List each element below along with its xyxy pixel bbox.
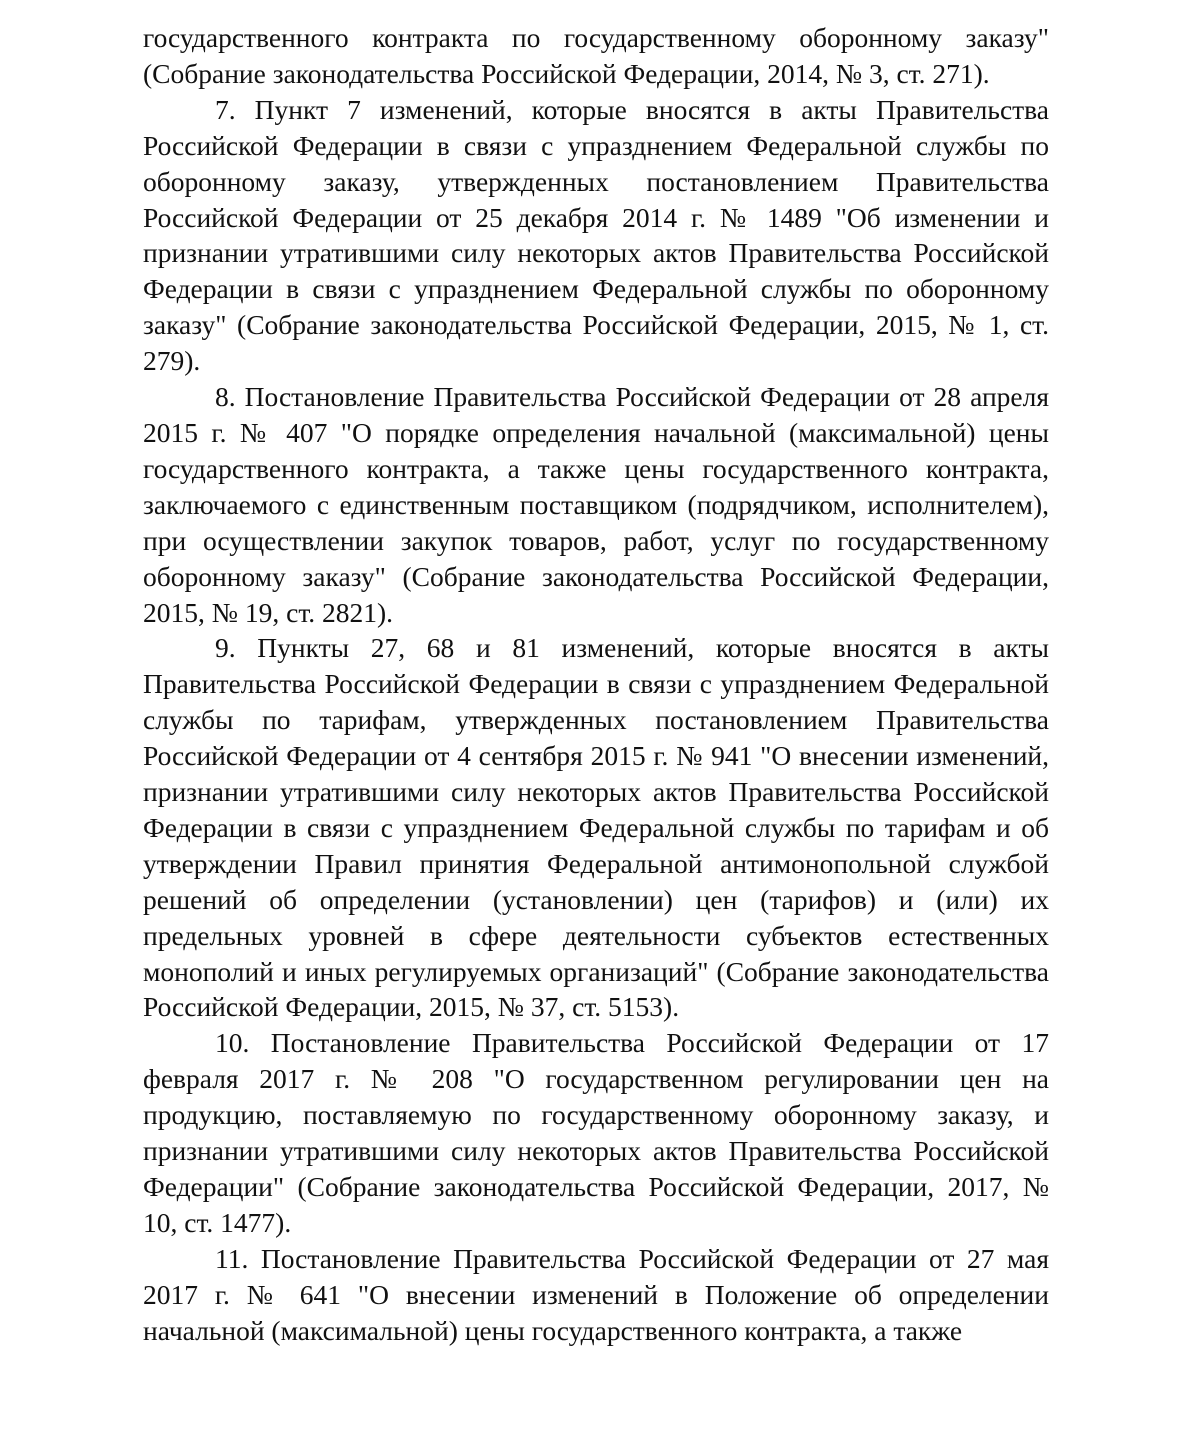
document-page [143,20,1049,1349]
paragraph-item-7: 7. Пункт 7 изменений, которые вносятся в акты Правительства Российской Федерации в связи с упразднением Федеральной службы по оборонному заказу, утвержденных постановлением Правительства Российской Федерации от 25 декабря 2014 г. № 1489 "Об изменении и признании утратившими силу некоторых актов Правительства Российской Федерации в связи с упразднением Федеральной службы по оборонному заказу" (Собрание законодательства Российской Федерации, 2015, № 1, ст. 279). [143,93,1049,377]
paragraph-item-8: 8. Постановление Правительства Российской Федерации от 28 апреля 2015 г. № 407 "О порядке определения начальной (максимальной) цены государственного контракта, а также цены государственного контракта, заключаемого с единственным поставщиком (подрядчиком, исполнителем), при осуществлении закупок товаров, работ, услуг по государственному оборонному заказу" (Собрание законодательства Российской Федерации, 2015, № 19, ст. 2821). [143,381,1049,628]
paragraph-item-9: 9. Пункты 27, 68 и 81 изменений, которые вносятся в акты Правительства Российской Федерации в связи с упразднением Федеральной службы по тарифам, утвержденных постановлением Правительства Российской Федерации от 4 сентября 2015 г. № 941 "О внесении изменений, признании утратившими силу некоторых актов Правительства Российской Федерации в связи с упразднением Федеральной службы по тарифам и об утверждении Правил принятия Федеральной антимонопольной службой решений об определении (установлении) цен (тарифов) и (или) их предельных уровней в сфере деятельности субъектов естественных монополий и иных регулируемых организаций" (Собрание законодательства Российской Федерации, 2015, № 37, ст. 5153). [143,632,1049,1023]
paragraph-continuation: государственного контракта по государственному оборонному заказу" (Собрание законодательства Российской Федерации, 2014, № 3, ст. 271). [143,22,1049,89]
paragraph-item-11: 11. Постановление Правительства Российской Федерации от 27 мая 2017 г. № 641 "О внесении изменений в Положение об определении начальной (максимальной) цены государственного контракта, а также [143,1242,1049,1346]
paragraph-item-10: 10. Постановление Правительства Российской Федерации от 17 февраля 2017 г. № 208 "О государственном регулировании цен на продукцию, поставляемую по государственному оборонному заказу, и признании утратившими силу некоторых актов Правительства Российской Федерации" (Собрание законодательства Российской Федерации, 2017, № 10, ст. 1477). [143,1027,1049,1238]
